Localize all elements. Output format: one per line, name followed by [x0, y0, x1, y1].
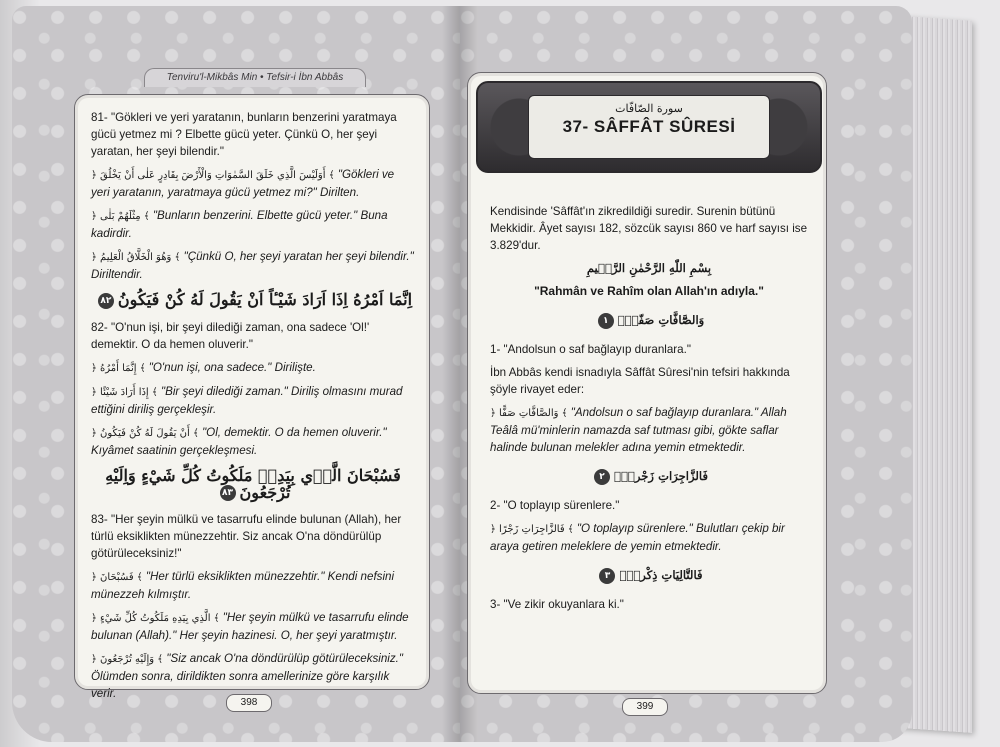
arabic-quote: ﴿ وَإِلَيْهِ تُرْجَعُونَ ﴾ [91, 654, 164, 665]
left-text-panel [74, 94, 430, 700]
verse-number: ١ [598, 313, 614, 329]
verse-text: اِنَّمَا اَمْرُهُ اِذَا اَرَادَ شَيْـٔاً اَنْ يَقُولَ لَهُ كُنْ فَيَكُونُ [117, 290, 413, 309]
para-81b [91, 166, 415, 201]
page-number-right: 399 [622, 698, 668, 716]
arabic-quote: ﴿ فَسُبْحَانَ ﴾ [91, 572, 143, 583]
surah-arabic-name: سورة الصّافّات [615, 102, 683, 115]
para-82a: 82- "O'nun işi, bir şeyi dilediği zaman, ona sadece 'Ol!' demektir. O da hemen oluverir." [91, 320, 370, 351]
para-1a: 1- "Andolsun o saf bağlayıp duranlara." [490, 343, 691, 356]
verse-number: ٣ [599, 568, 615, 584]
verse-number: ٢ [594, 469, 610, 485]
para-text: "Bunların benzerini. Elbette gücü yeter." Buna kadirdir. [91, 209, 388, 240]
para-text: "O toplayıp sürenlere." Bulutları çekip bir araya getiren meleklere de yemin etmektedir. [490, 522, 785, 553]
arabic-quote: ﴿ مِثْلَهُمْ بَلٰى ﴾ [91, 211, 150, 222]
para-81c [91, 207, 415, 242]
verse-number: ٨٣ [220, 485, 236, 501]
arabic-quote: ﴿ فَالزَّاجِرَاتِ زَجْرًا ﴾ [490, 524, 574, 535]
running-head: Tenviru'l-Mikbâs Min • Tefsir-i İbn Abbâs [144, 68, 366, 87]
para-2a: 2- "O toplayıp sürenlere." [490, 499, 620, 512]
verse-text: وَالصَّٓافَّاتِ صَفّاًۙ [617, 313, 705, 327]
basmala: بِسْمِ اللّٰهِ الرَّحْمٰنِ الرَّح۪يمِ [586, 261, 712, 275]
page-number-left: 398 [226, 694, 272, 712]
arabic-quote: ﴿ أَنْ يَقُولَ لَهُ كُنْ فَيَكُونُ ﴾ [91, 427, 199, 439]
arabic-quote: ﴿ أَوَلَيْسَ الَّذِي خَلَقَ السَّمٰوَاتِ وَالْأَرْضَ بِقَادِرٍ عَلٰى أَنْ يَخْلُقَ ﴾ [91, 170, 335, 181]
arabic-quote: ﴿ وَالصَّافَّاتِ صَفًّا ﴾ [490, 408, 568, 419]
basmala-translation: "Rahmân ve Rahîm olan Allah'ın adıyla." [534, 284, 764, 298]
verse-text: فَالزَّاجِرَاتِ زَجْراًۙ [614, 469, 708, 483]
verse-text: فَالتَّالِيَاتِ ذِكْراًۙ [619, 568, 703, 582]
arabic-quote: ﴿ إِذَا أَرَادَ شَيْئًا ﴾ [91, 386, 158, 398]
para-82c [91, 383, 415, 418]
para-83b [91, 568, 415, 603]
verse-number: ٨٢ [98, 293, 114, 309]
para-1b: İbn Abbâs kendi isnadıyla Sâffât Sûresi'nin tefsiri hakkında şöyle rivayet eder: [490, 366, 790, 396]
para-text: "Her türlü eksiklikten münezzehtir." Kendi nefsini münezzeh kılmıştır. [91, 570, 395, 601]
surah-banner-frame [528, 95, 770, 159]
para-text: "Ol, demektir. O da hemen oluverir." Kıyâmet saatinin gerçekleşmesi. [91, 425, 387, 457]
para-text: "Her şeyin mülkü ve tasarrufu elinde bulunan (Allah)." Her şeyin hazinesi. O, her şeyi yaratmıştır. [91, 611, 409, 642]
arabic-quote: ﴿ الَّذِي بِيَدِهِ مَلَكُوتُ كُلِّ شَيْءٍ ﴾ [91, 613, 220, 624]
surah-intro: Kendisinde 'Sâffât'ın zikredildiği suredir. Surenin bütünü Mekkidir. Âyet sayısı 182, sözcük sayısı 860 ve harf sayısı ise 3.829'dur. [490, 205, 808, 252]
book-spread [12, 6, 912, 742]
para-81d [91, 248, 415, 283]
para-text: "Andolsun o saf bağlayıp duranlara." Allah Teâlâ mü'minlerin namazda saf tutması gibi, gökte saflar halinde bulunan melekler adına yemin etmektedir. [490, 406, 787, 454]
arabic-quote: ﴿ وَهُوَ الْخَلَّاقُ الْعَلِيمُ ﴾ [91, 252, 181, 263]
right-body [490, 203, 808, 619]
para-text: "Çünkü O, her şeyi yaratan her şeyi bilendir." Diriltendir. [91, 250, 414, 281]
surah-title: 37- SÂFFÂT SÛRESİ [562, 117, 736, 136]
verse-text: فَسُبْحَانَ الَّذ۪ي بِيَدِه۪ مَلَكُوتُ كُلِّ شَيْءٍ وَاِلَيْهِ تُرْجَعُونَ [105, 465, 401, 502]
para-83c [91, 609, 415, 644]
surah-banner [476, 81, 822, 173]
para-1c [490, 404, 808, 456]
para-text: "O'nun işi, ona sadece." Dirilişte. [148, 360, 316, 374]
para-83a: 83- "Her şeyin mülkü ve tasarrufu elinde bulunan (Allah), her türlü eksiklikten münezzehtir. Siz ancak O'na döndürülüp götürüleceksiniz!" [91, 513, 402, 560]
verse-82 [91, 291, 415, 309]
para-text: "Gökleri ve yeri yaratanın, yaratmaya gücü yetmez mi?" Dirilten. [91, 168, 395, 199]
para-text: "Bir şeyi dilediği zaman." Diriliş olmasını murad ettiğini diriliş gerçekleşir. [91, 384, 403, 416]
para-text: "Siz ancak O'na döndürülüp götürüleceksiniz." Ölümden sonra, dirildikten sonra amellerinize göre karşılık verir. [91, 652, 404, 700]
verse-1 [490, 312, 808, 329]
para-82d [91, 424, 415, 459]
para-81a: 81- "Gökleri ve yeri yaratanın, bunların benzerini yaratmaya gücü yetmez mi ? Elbette gücü yeter. Çünkü O, her şeyi yaratan, her şeyi bilendir." [91, 111, 397, 158]
right-text-panel [467, 72, 827, 694]
arabic-quote: ﴿ إِنَّمَا أَمْرُهُ ﴾ [91, 362, 146, 374]
verse-2 [490, 468, 808, 485]
para-3a: 3- "Ve zikir okuyanlara ki." [490, 598, 624, 611]
para-82b [91, 359, 415, 377]
verse-3 [490, 567, 808, 584]
para-2b [490, 520, 808, 555]
verse-83 [91, 467, 415, 502]
